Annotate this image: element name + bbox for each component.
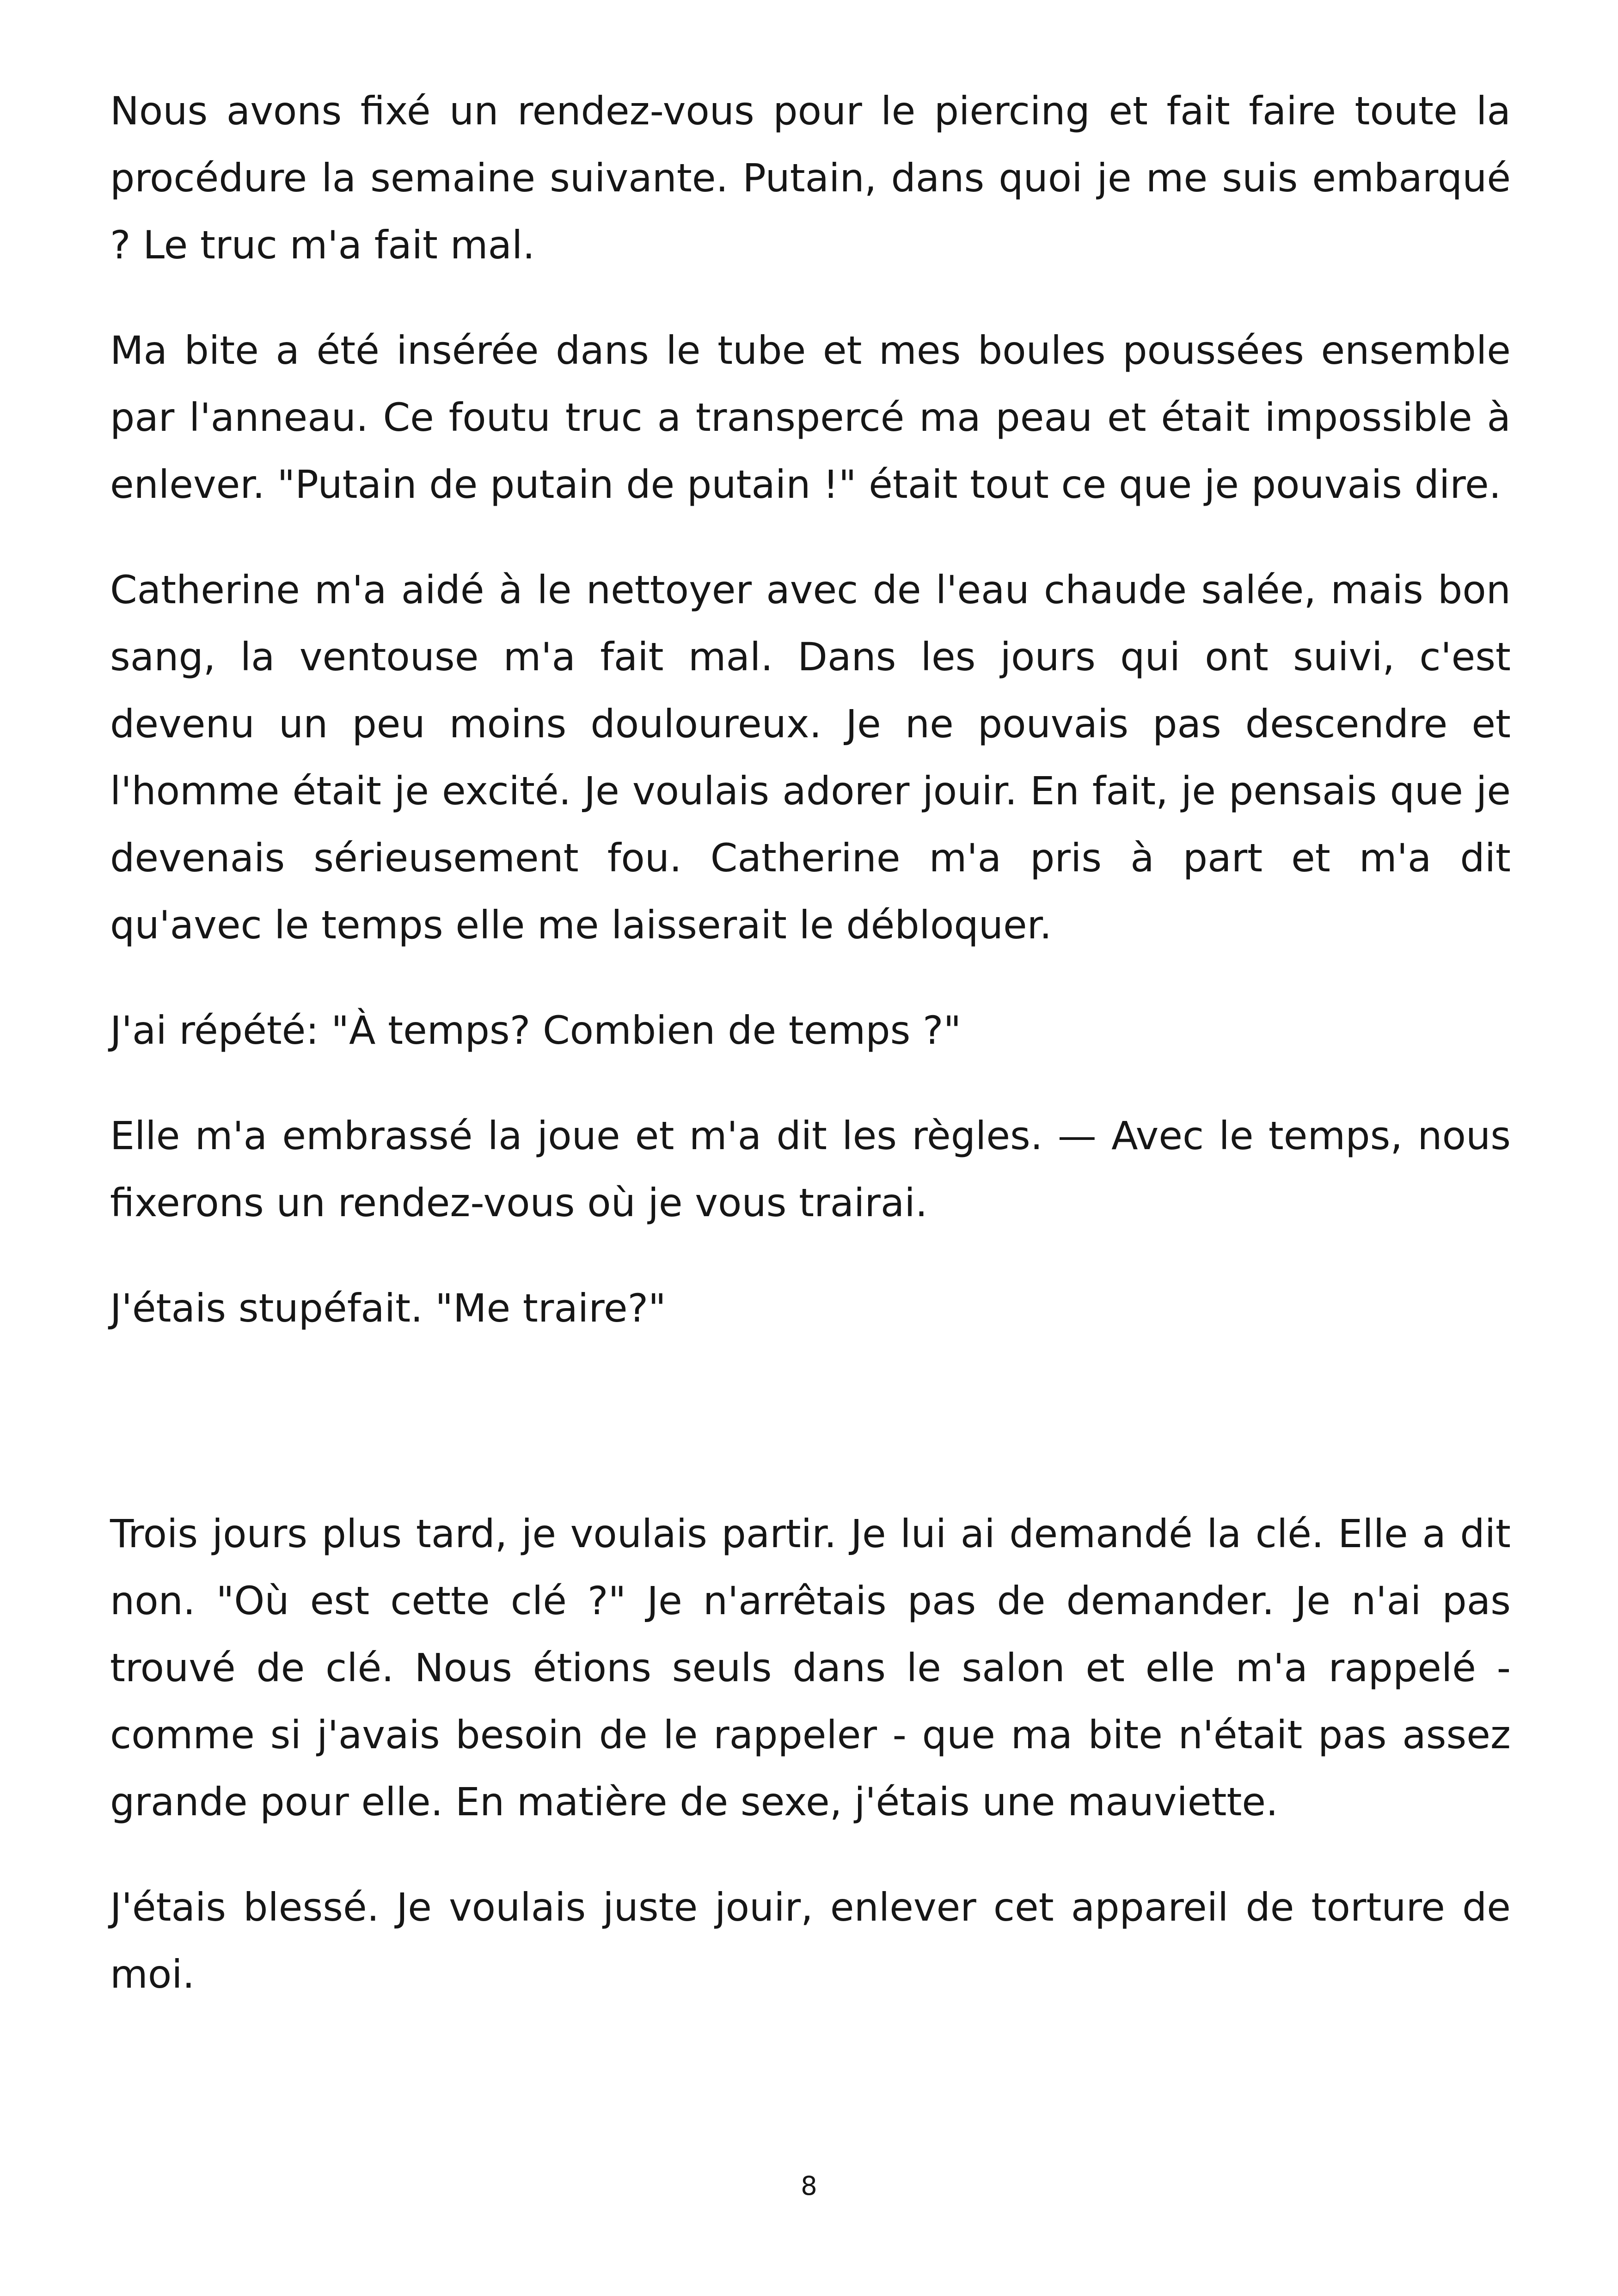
paragraph-8: J'étais blessé. Je voulais juste jouir, enlever cet appareil de torture de moi. xyxy=(110,1885,1511,1997)
body-text xyxy=(110,78,1511,2046)
paragraph-2: Ma bite a été insérée dans le tube et mes boules poussées ensemble par l'anneau. Ce foutu truc a transpercé ma peau et était impossible à enlever. "Putain de putain de putain !" était tout ce que je pouvais dire. xyxy=(110,328,1511,507)
paragraph-6: J'étais stupéfait. "Me traire?" xyxy=(110,1286,666,1331)
paragraph-7: Trois jours plus tard, je voulais partir. Je lui ai demandé la clé. Elle a dit non. "Où est cette clé ?" Je n'arrêtais pas de demander. Je n'ai pas trouvé de clé. Nous étions seuls dans le salon et elle m'a rappelé - comme si j'avais besoin de le rappeler - que ma bite n'était pas assez grande pour elle. En matière de sexe, j'étais une mauviette. xyxy=(110,1511,1511,1825)
paragraph-5: Elle m'a embrassé la joue et m'a dit les règles. — Avec le temps, nous fixerons un rendez-vous où je vous trairai. xyxy=(110,1113,1511,1225)
paragraph-1: Nous avons fixé un rendez-vous pour le piercing et fait faire toute la procédure la semaine suivante. Putain, dans quoi je me suis embarqué ? Le truc m'a fait mal. xyxy=(110,88,1511,268)
paragraph-4: J'ai répété: "À temps? Combien de temps ?" xyxy=(110,1008,962,1053)
paragraph-3: Catherine m'a aidé à le nettoyer avec de l'eau chaude salée, mais bon sang, la ventouse m'a fait mal. Dans les jours qui ont suivi, c'est devenu un peu moins douloureux. Je ne pouvais pas descendre et l'homme était je excité. Je voulais adorer jouir. En fait, je pensais que je devenais sérieusement fou. Catherine m'a pris à part et m'a dit qu'avec le temps elle me laisserait le débloquer. xyxy=(110,567,1511,948)
page-number: 8 xyxy=(801,2171,817,2201)
